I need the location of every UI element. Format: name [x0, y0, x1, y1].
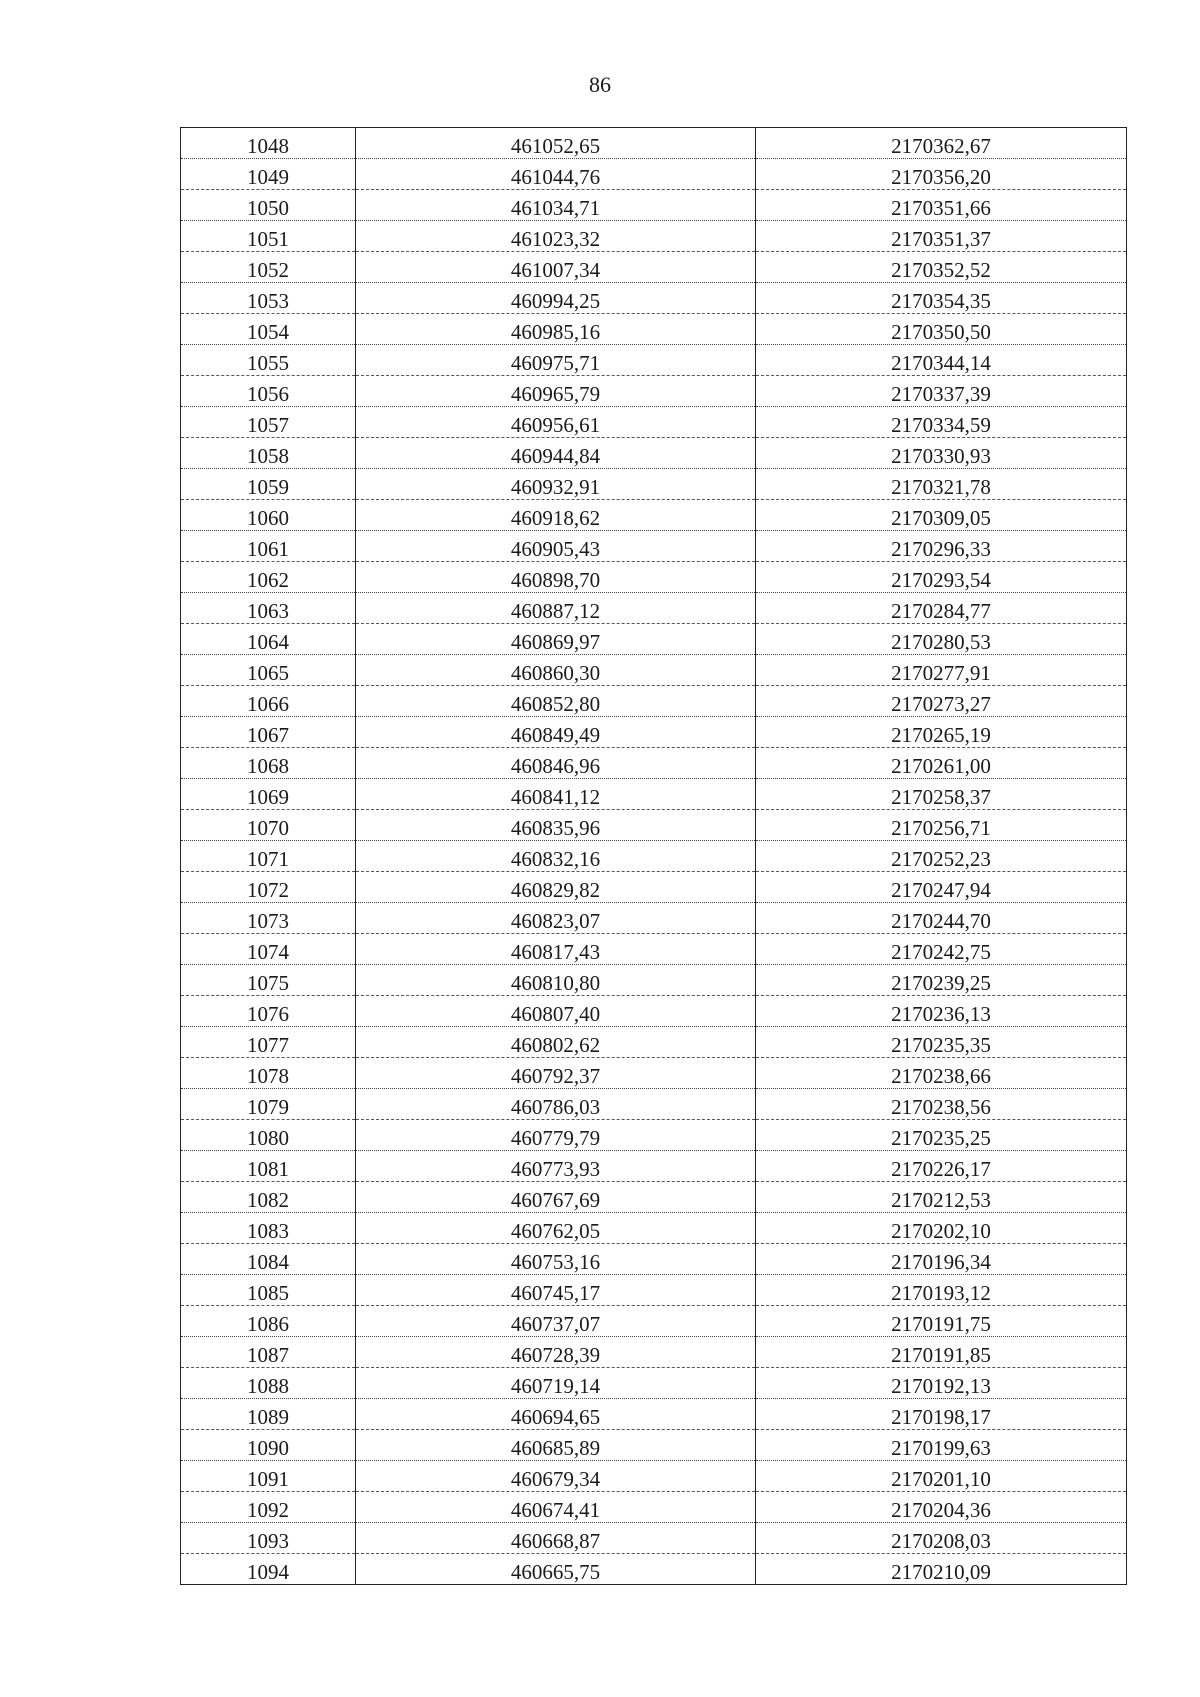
x-coordinate-cell: 460956,61	[356, 407, 756, 438]
point-number-cell: 1090	[181, 1430, 356, 1461]
table-row	[181, 159, 1127, 190]
table-row	[181, 1151, 1127, 1182]
table-row	[181, 345, 1127, 376]
y-coordinate-cell: 2170247,94	[756, 872, 1127, 903]
y-coordinate-cell: 2170258,37	[756, 779, 1127, 810]
table-row	[181, 500, 1127, 531]
table-row	[181, 1461, 1127, 1492]
point-number-cell: 1055	[181, 345, 356, 376]
x-coordinate-cell: 460965,79	[356, 376, 756, 407]
table-row	[181, 531, 1127, 562]
x-coordinate-cell: 460762,05	[356, 1213, 756, 1244]
table-row	[181, 1306, 1127, 1337]
x-coordinate-cell: 460823,07	[356, 903, 756, 934]
point-number-cell: 1064	[181, 624, 356, 655]
x-coordinate-cell: 460665,75	[356, 1554, 756, 1585]
point-number-cell: 1068	[181, 748, 356, 779]
point-number-cell: 1087	[181, 1337, 356, 1368]
x-coordinate-cell: 460728,39	[356, 1337, 756, 1368]
point-number-cell: 1070	[181, 810, 356, 841]
point-number-cell: 1076	[181, 996, 356, 1027]
x-coordinate-cell: 460737,07	[356, 1306, 756, 1337]
table-row	[181, 1275, 1127, 1306]
y-coordinate-cell: 2170354,35	[756, 283, 1127, 314]
x-coordinate-cell: 460985,16	[356, 314, 756, 345]
table-row	[181, 314, 1127, 345]
y-coordinate-cell: 2170235,25	[756, 1120, 1127, 1151]
y-coordinate-cell: 2170284,77	[756, 593, 1127, 624]
y-coordinate-cell: 2170252,23	[756, 841, 1127, 872]
x-coordinate-cell: 460817,43	[356, 934, 756, 965]
table-row	[181, 190, 1127, 221]
y-coordinate-cell: 2170210,09	[756, 1554, 1127, 1585]
table-row	[181, 1244, 1127, 1275]
x-coordinate-cell: 460786,03	[356, 1089, 756, 1120]
point-number-cell: 1075	[181, 965, 356, 996]
x-coordinate-cell: 460745,17	[356, 1275, 756, 1306]
y-coordinate-cell: 2170244,70	[756, 903, 1127, 934]
table-row	[181, 438, 1127, 469]
y-coordinate-cell: 2170362,67	[756, 128, 1127, 159]
x-coordinate-cell: 461034,71	[356, 190, 756, 221]
point-number-cell: 1072	[181, 872, 356, 903]
point-number-cell: 1088	[181, 1368, 356, 1399]
x-coordinate-cell: 460779,79	[356, 1120, 756, 1151]
x-coordinate-cell: 460944,84	[356, 438, 756, 469]
point-number-cell: 1080	[181, 1120, 356, 1151]
x-coordinate-cell: 460832,16	[356, 841, 756, 872]
table-row	[181, 1337, 1127, 1368]
table-row	[181, 655, 1127, 686]
x-coordinate-cell: 460668,87	[356, 1523, 756, 1554]
y-coordinate-cell: 2170351,66	[756, 190, 1127, 221]
point-number-cell: 1093	[181, 1523, 356, 1554]
y-coordinate-cell: 2170296,33	[756, 531, 1127, 562]
table-row	[181, 996, 1127, 1027]
table-row	[181, 469, 1127, 500]
table-row	[181, 686, 1127, 717]
point-number-cell: 1058	[181, 438, 356, 469]
x-coordinate-cell: 460807,40	[356, 996, 756, 1027]
point-number-cell: 1059	[181, 469, 356, 500]
x-coordinate-cell: 460975,71	[356, 345, 756, 376]
y-coordinate-cell: 2170191,85	[756, 1337, 1127, 1368]
table-row	[181, 624, 1127, 655]
point-number-cell: 1067	[181, 717, 356, 748]
x-coordinate-cell: 460810,80	[356, 965, 756, 996]
table-row	[181, 1089, 1127, 1120]
table-row	[181, 810, 1127, 841]
point-number-cell: 1069	[181, 779, 356, 810]
x-coordinate-cell: 460719,14	[356, 1368, 756, 1399]
x-coordinate-cell: 460829,82	[356, 872, 756, 903]
x-coordinate-cell: 461007,34	[356, 252, 756, 283]
x-coordinate-cell: 460905,43	[356, 531, 756, 562]
point-number-cell: 1086	[181, 1306, 356, 1337]
x-coordinate-cell: 460802,62	[356, 1027, 756, 1058]
point-number-cell: 1048	[181, 128, 356, 159]
y-coordinate-cell: 2170208,03	[756, 1523, 1127, 1554]
table-row	[181, 283, 1127, 314]
y-coordinate-cell: 2170256,71	[756, 810, 1127, 841]
y-coordinate-cell: 2170192,13	[756, 1368, 1127, 1399]
table-row	[181, 903, 1127, 934]
point-number-cell: 1060	[181, 500, 356, 531]
x-coordinate-cell: 460887,12	[356, 593, 756, 624]
x-coordinate-cell: 460852,80	[356, 686, 756, 717]
table-row	[181, 1027, 1127, 1058]
table-row	[181, 1430, 1127, 1461]
table-row	[181, 1399, 1127, 1430]
point-number-cell: 1077	[181, 1027, 356, 1058]
table-row	[181, 965, 1127, 996]
x-coordinate-cell: 460869,97	[356, 624, 756, 655]
point-number-cell: 1063	[181, 593, 356, 624]
point-number-cell: 1079	[181, 1089, 356, 1120]
y-coordinate-cell: 2170198,17	[756, 1399, 1127, 1430]
table-row	[181, 376, 1127, 407]
y-coordinate-cell: 2170344,14	[756, 345, 1127, 376]
table-row	[181, 717, 1127, 748]
y-coordinate-cell: 2170273,27	[756, 686, 1127, 717]
table-row	[181, 252, 1127, 283]
y-coordinate-cell: 2170351,37	[756, 221, 1127, 252]
point-number-cell: 1083	[181, 1213, 356, 1244]
y-coordinate-cell: 2170212,53	[756, 1182, 1127, 1213]
table-row	[181, 872, 1127, 903]
point-number-cell: 1056	[181, 376, 356, 407]
y-coordinate-cell: 2170199,63	[756, 1430, 1127, 1461]
point-number-cell: 1061	[181, 531, 356, 562]
y-coordinate-cell: 2170235,35	[756, 1027, 1127, 1058]
y-coordinate-cell: 2170204,36	[756, 1492, 1127, 1523]
table-row	[181, 748, 1127, 779]
table-row	[181, 1182, 1127, 1213]
y-coordinate-cell: 2170280,53	[756, 624, 1127, 655]
y-coordinate-cell: 2170226,17	[756, 1151, 1127, 1182]
y-coordinate-cell: 2170356,20	[756, 159, 1127, 190]
y-coordinate-cell: 2170261,00	[756, 748, 1127, 779]
table-row	[181, 841, 1127, 872]
point-number-cell: 1052	[181, 252, 356, 283]
point-number-cell: 1071	[181, 841, 356, 872]
y-coordinate-cell: 2170352,52	[756, 252, 1127, 283]
point-number-cell: 1089	[181, 1399, 356, 1430]
table-row	[181, 934, 1127, 965]
x-coordinate-cell: 460792,37	[356, 1058, 756, 1089]
x-coordinate-cell: 460679,34	[356, 1461, 756, 1492]
x-coordinate-cell: 460898,70	[356, 562, 756, 593]
x-coordinate-cell: 460918,62	[356, 500, 756, 531]
x-coordinate-cell: 460849,49	[356, 717, 756, 748]
point-number-cell: 1078	[181, 1058, 356, 1089]
point-number-cell: 1092	[181, 1492, 356, 1523]
table-row	[181, 1120, 1127, 1151]
table-row	[181, 1492, 1127, 1523]
x-coordinate-cell: 460835,96	[356, 810, 756, 841]
coordinates-table-body	[181, 128, 1127, 1585]
table-row	[181, 1213, 1127, 1244]
table-row	[181, 1058, 1127, 1089]
y-coordinate-cell: 2170330,93	[756, 438, 1127, 469]
point-number-cell: 1091	[181, 1461, 356, 1492]
x-coordinate-cell: 460932,91	[356, 469, 756, 500]
table-row	[181, 221, 1127, 252]
x-coordinate-cell: 460674,41	[356, 1492, 756, 1523]
y-coordinate-cell: 2170202,10	[756, 1213, 1127, 1244]
x-coordinate-cell: 460860,30	[356, 655, 756, 686]
y-coordinate-cell: 2170293,54	[756, 562, 1127, 593]
point-number-cell: 1074	[181, 934, 356, 965]
y-coordinate-cell: 2170238,56	[756, 1089, 1127, 1120]
point-number-cell: 1051	[181, 221, 356, 252]
x-coordinate-cell: 460753,16	[356, 1244, 756, 1275]
y-coordinate-cell: 2170265,19	[756, 717, 1127, 748]
x-coordinate-cell: 460685,89	[356, 1430, 756, 1461]
point-number-cell: 1057	[181, 407, 356, 438]
point-number-cell: 1082	[181, 1182, 356, 1213]
x-coordinate-cell: 461052,65	[356, 128, 756, 159]
point-number-cell: 1085	[181, 1275, 356, 1306]
coordinates-table	[180, 127, 1127, 1585]
y-coordinate-cell: 2170350,50	[756, 314, 1127, 345]
y-coordinate-cell: 2170236,13	[756, 996, 1127, 1027]
x-coordinate-cell: 461044,76	[356, 159, 756, 190]
table-row	[181, 779, 1127, 810]
y-coordinate-cell: 2170191,75	[756, 1306, 1127, 1337]
x-coordinate-cell: 460846,96	[356, 748, 756, 779]
point-number-cell: 1049	[181, 159, 356, 190]
point-number-cell: 1065	[181, 655, 356, 686]
y-coordinate-cell: 2170196,34	[756, 1244, 1127, 1275]
point-number-cell: 1094	[181, 1554, 356, 1585]
point-number-cell: 1073	[181, 903, 356, 934]
x-coordinate-cell: 460841,12	[356, 779, 756, 810]
point-number-cell: 1062	[181, 562, 356, 593]
y-coordinate-cell: 2170201,10	[756, 1461, 1127, 1492]
point-number-cell: 1084	[181, 1244, 356, 1275]
table-row	[181, 407, 1127, 438]
y-coordinate-cell: 2170337,39	[756, 376, 1127, 407]
x-coordinate-cell: 460694,65	[356, 1399, 756, 1430]
y-coordinate-cell: 2170277,91	[756, 655, 1127, 686]
point-number-cell: 1054	[181, 314, 356, 345]
x-coordinate-cell: 460767,69	[356, 1182, 756, 1213]
x-coordinate-cell: 460773,93	[356, 1151, 756, 1182]
point-number-cell: 1081	[181, 1151, 356, 1182]
y-coordinate-cell: 2170238,66	[756, 1058, 1127, 1089]
y-coordinate-cell: 2170309,05	[756, 500, 1127, 531]
table-row	[181, 128, 1127, 159]
y-coordinate-cell: 2170239,25	[756, 965, 1127, 996]
table-row	[181, 1554, 1127, 1585]
page-number: 86	[589, 72, 611, 97]
point-number-cell: 1050	[181, 190, 356, 221]
y-coordinate-cell: 2170242,75	[756, 934, 1127, 965]
y-coordinate-cell: 2170321,78	[756, 469, 1127, 500]
table-row	[181, 1368, 1127, 1399]
point-number-cell: 1053	[181, 283, 356, 314]
x-coordinate-cell: 460994,25	[356, 283, 756, 314]
table-row	[181, 593, 1127, 624]
y-coordinate-cell: 2170334,59	[756, 407, 1127, 438]
table-row	[181, 562, 1127, 593]
x-coordinate-cell: 461023,32	[356, 221, 756, 252]
point-number-cell: 1066	[181, 686, 356, 717]
y-coordinate-cell: 2170193,12	[756, 1275, 1127, 1306]
table-row	[181, 1523, 1127, 1554]
